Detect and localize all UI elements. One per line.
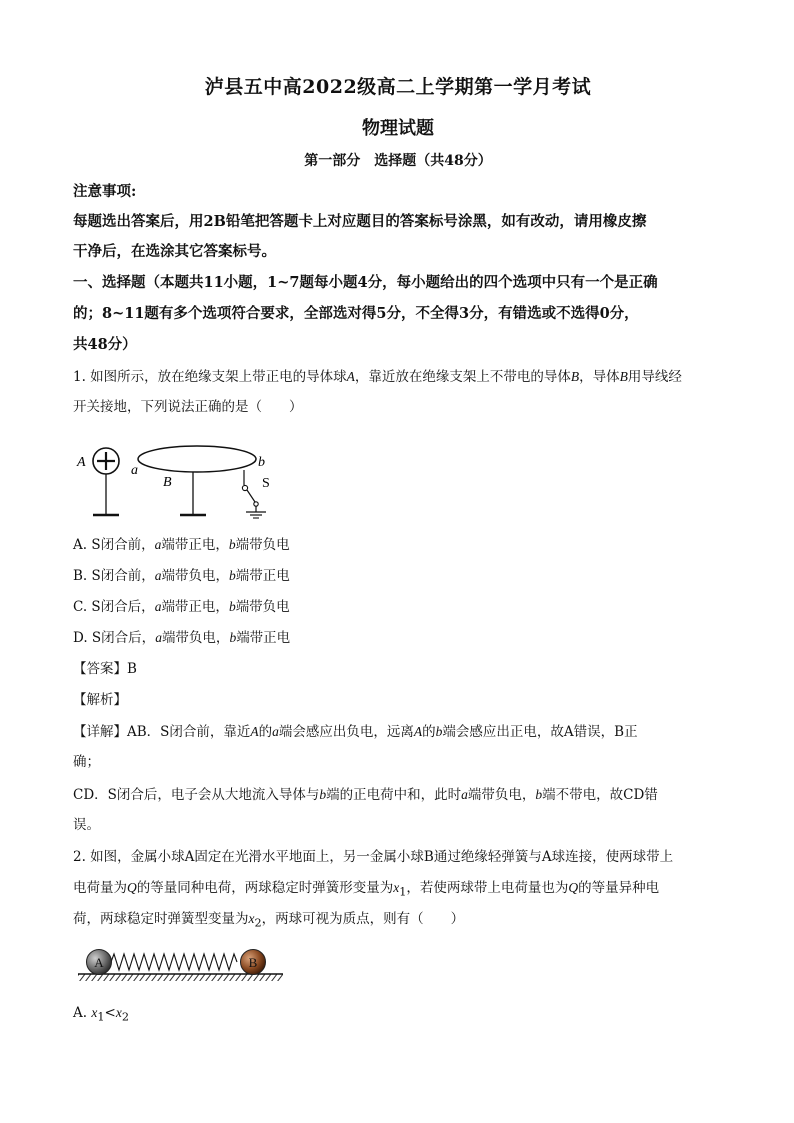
part1-line-2: 的；8~11题有多个选项符合要求，全部选对得5分，不全得3分，有错选或不选得0分， [73,305,639,322]
q1-option-d: D. S闭合后，a端带负电，b端带正电 [73,630,291,646]
q1-option-b: B. S闭合前，a端带负电，b端带正电 [73,568,290,584]
label-A: A [77,455,86,470]
q1-detail-line-4: 误。 [73,817,100,833]
notice-line-2: 干净后，在选涂其它答案标号。 [73,243,276,260]
spring [111,954,237,970]
q2-stem-line-2: 电荷量为Q的等量同种电荷，两球稳定时弹簧形变量为$x_1$，若使两球带上电荷量也为Q的等量异种电 [73,880,660,899]
exam-title: 泸县五中高2022级高二上学期第一学月考试 [204,76,592,98]
q1-detail-line-1: 【详解】AB．S闭合前，靠近A的a端会感应出负电，远离A的b端会感应出正电，故A错误，B正 [73,724,638,740]
q1-stem-line-1: 1. 如图所示，放在绝缘支架上带正电的导体球A，靠近放在绝缘支架上不带电的导体B，导体B用导线经 [73,369,682,385]
label-S: S [262,476,270,491]
q1-figure [73,436,293,526]
ball-A [87,950,112,975]
label-a: a [131,463,138,478]
svg-text:A: A [94,955,104,970]
subject-title: 物理试题 [362,118,434,139]
positive-sphere-A [93,448,119,474]
svg-text:B: B [248,955,258,970]
part1-line-3: 共48分） [73,336,137,353]
section-title: 第一部分 选择题（共48分） [304,153,492,169]
q1-detail-line-3: CD．S闭合后，电子会从大地流入导体与b端的正电荷中和，此时a端带负电，b端不带电，故CD错 [73,787,658,803]
q2-figure [73,942,288,982]
conductor-B [138,446,256,472]
q2-option-a: A. $x_1<x_2$ [73,1005,129,1024]
part1-line-1: 一、选择题（本题共11小题，1~7题每小题4分，每小题给出的四个选项中只有一个是正确 [73,274,658,291]
label-B: B [163,475,172,490]
q1-analysis-heading: 【解析】 [73,692,127,708]
q1-answer: 【答案】B [73,661,137,677]
q1-option-c: C. S闭合后，a端带正电，b端带负电 [73,599,290,615]
q2-stem-line-3: 荷，两球稳定时弹簧型变量为$x_2$，两球可视为质点，则有（ ） [73,911,465,930]
q1-stem-line-2: 开关接地，下列说法正确的是（ ） [73,399,303,415]
notice-line-1: 每题选出答案后，用2B铅笔把答题卡上对应题目的答案标号涂黑，如有改动，请用橡皮擦 [73,213,647,230]
ball-B [241,950,266,975]
q1-option-a: A. S闭合前，a端带正电，b端带负电 [73,537,290,553]
label-b: b [258,455,265,470]
notice-heading: 注意事项: [73,183,137,200]
q2-stem-line-1: 2. 如图，金属小球A固定在光滑水平地面上，另一金属小球B通过绝缘轻弹簧与A球连接，使两球带上 [73,849,674,865]
q1-detail-line-2: 确； [73,754,100,770]
ground-hatch [78,974,283,981]
